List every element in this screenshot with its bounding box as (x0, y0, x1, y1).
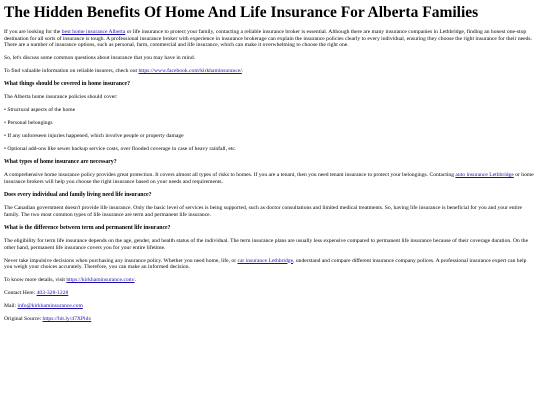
source-link[interactable]: https://bit.ly/47XPldx (42, 316, 92, 323)
impulsive-text-post: , understand and compare different insurance company polices. A professional insurance expert can help you weigh your choices accurately. Therefore, you can make an informed decision. (4, 257, 527, 271)
facebook-link[interactable]: https://www.facebook.com/kirkhaminsurance/ (138, 68, 242, 75)
phone-link[interactable]: 403-328-1228 (36, 290, 69, 297)
intro-text-post: or life insurance to protect your family, contacting a reliable insurance broker is essential. Although there are many insurance companies in Lethbridge, finding an honest one-stop destination for all sorts of insurance is tough. A professional insurance broker with experience in insurance brokerage can explain the insurance policies clearly to every individual, ensuring they choose the right insurance for their needs. There are a number of insurance options, such as personal, farm, commercial and life insurance, which can make it overwhelming to choose the right one. (4, 29, 532, 49)
bullet-item: • If any unforeseen injuries happened, which involve people or property damage (4, 133, 184, 140)
facebook-paragraph (4, 68, 536, 75)
more-text-post: . (134, 277, 136, 284)
source-label: Original Source: (4, 316, 43, 323)
impulsive-paragraph (4, 258, 536, 271)
email-link[interactable]: info@kirkhaminsurance.com (17, 303, 83, 310)
life-insurance-answer: The Canadian government doesn't provide life insurance. Only the basic level of services is being supported, such as doctor consultations and limited medical treatments. So, having life insurance is beneficial for you and your entire family. The two most common types of life insurance are term and permanent life insurance. (4, 205, 522, 218)
bullet-item: • Optional add-ons like sewer backup service costs, over flooded coverage in case of heavy rainfall, etc. (4, 146, 237, 153)
best-home-insurance-link[interactable]: best home insurance Alberta (61, 29, 126, 35)
contact-label: Contact Here: (4, 290, 37, 297)
term-vs-permanent-answer: The eligibility for term life insurance depends on the age, gender, and health status of the individual. The term insurance plans are usually less expensive compared to permanent life insurance because of their coverage duration. On the other hand, permanent life insurance covers you for your entire lifetime. (4, 237, 529, 251)
page-title: The Hidden Benefits Of Home And Life Insurance For Alberta Families (4, 4, 479, 21)
bullet-item: • Structural aspects of the home (4, 107, 76, 114)
auto-insurance-link[interactable]: auto insurance Lethbridge (455, 172, 514, 179)
facebook-text-pre: To find valuable information on reliable insurers, check out (4, 68, 139, 75)
mail-paragraph (4, 303, 536, 310)
more-details-paragraph (4, 277, 536, 284)
source-paragraph (4, 316, 536, 323)
more-text-pre: To know more details, visit (4, 277, 67, 284)
question-home-types: What types of home insurance are necessary? (4, 159, 117, 166)
website-link[interactable]: https://kirkhaminsurance.com/ (66, 277, 135, 284)
question-life-insurance: Does every individual and family living need life insurance? (4, 192, 152, 199)
intro-text-pre: If you are looking for the (4, 29, 62, 35)
mail-label: Mail: (4, 303, 18, 310)
home-types-answer (4, 172, 536, 185)
facebook-text-post: . (241, 68, 244, 75)
question-home-coverage: What things should be covered in home insurance? (4, 81, 130, 88)
discuss-paragraph: So, let's discuss some common questions about insurance that you may have in mind. (4, 55, 196, 62)
contact-paragraph (4, 290, 536, 297)
home-types-text-pre: A comprehensive home insurance policy provides great protection. It covers almost all types of risks to homes. If you are a tenant, then you need tenant insurance to protect your belongings. Contacting (4, 172, 456, 179)
home-coverage-intro: The Alberta home insurance policies should cover: (4, 94, 118, 101)
intro-paragraph (4, 29, 536, 49)
car-insurance-link[interactable]: car insurance Lethbridge (237, 257, 294, 264)
bullet-item: • Personal belongings (4, 120, 53, 127)
question-term-vs-permanent: What is the difference between term and permanent life insurance? (4, 224, 171, 231)
home-types-text-post: or home insurance brokers will help you choose the right insurance based on your needs and requirements. (4, 172, 534, 186)
impulsive-text-pre: Never take impulsive decisions when purchasing any insurance policy. Whether you need home, life, or (4, 257, 238, 264)
